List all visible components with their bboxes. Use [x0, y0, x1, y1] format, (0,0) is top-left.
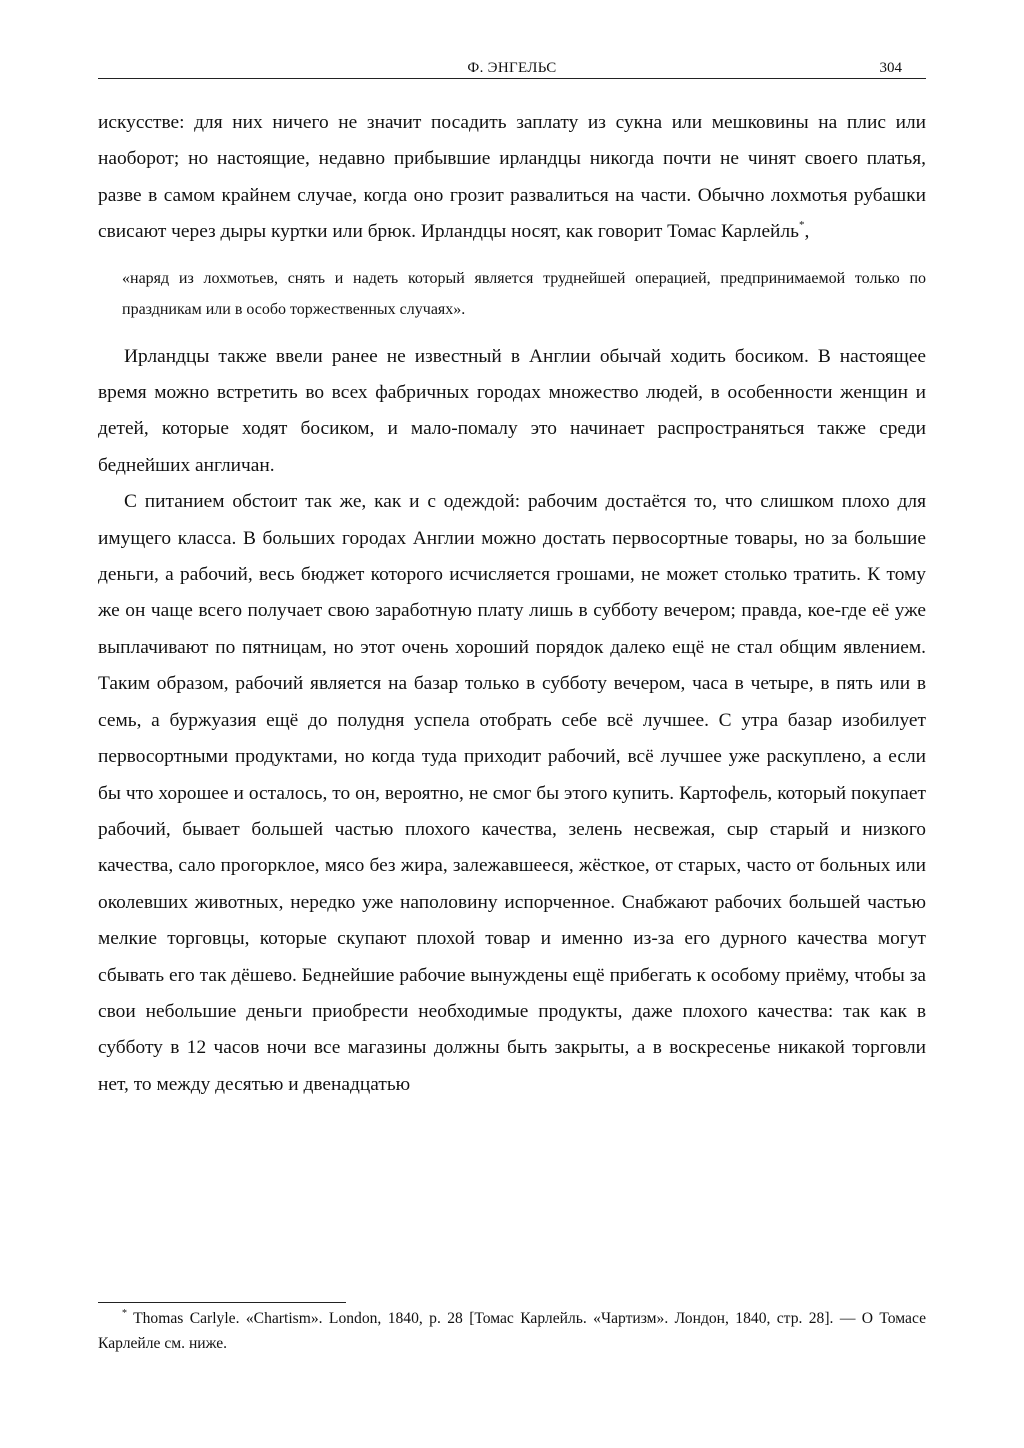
footnote-text: Thomas Carlyle. «Chartism». London, 1840, p. 28 [Томас Карлейль. «Чартизм». Лондон, 1840, стр. 28]. — О Томасе Карлейле см. ниже.: [98, 1310, 926, 1352]
footnote: [98, 1306, 926, 1356]
paragraph-2: Ирландцы также ввели ранее не известный в Англии обычай ходить босиком. В настоящее время можно встретить во всех фабричных городах множество людей, в особенности женщин и детей, которые ходят босиком, и мало-помалу это начинает распространяться также среди беднейших англичан.: [98, 345, 926, 476]
paragraph-3: С питанием обстоит так же, как и с одеждой: рабочим достаётся то, что слишком плохо для имущего класса. В больших городах Англии можно достать первосортные товары, но за большие деньги, а рабочий, весь бюджет которого исчисляется грошами, не может столько тратить. К тому же он чаще всего получает свою заработную плату лишь в субботу вечером; правда, кое-где её уже выплачивают по пятницам, но этот очень хороший порядок далеко ещё не стал общим явлением. Таким образом, рабочий является на базар только в субботу вечером, часа в четыре, в пять или в семь, а буржуазия ещё до полудня успела отобрать себе всё лучшее. С утра базар изобилует первосортными продуктами, но когда туда приходит рабочий, всё лучшее уже раскуплено, а если бы что хорошее и осталось, то он, вероятно, не смог бы этого купить. Картофель, который покупает рабочий, бывает большей частью плохого качества, зелень несвежая, сыр старый и низкого качества, сало прогорклое, мясо без жира, залежавшееся, жёсткое, от старых, часто от больных или околевших животных, нередко уже наполовину испорченное. Снабжают рабочих большей частью мелкие торговцы, которые скупают плохой товар и именно из-за его дурного качества могут сбывать его так дёшево. Беднейшие рабочие вынуждены ещё прибегать к особому приёму, чтобы за свои небольшие деньги приобрести необходимые продукты, даже плохого качества: так как в субботу в 12 часов ночи все магазины должны быть закрыты, а в воскресенье никакой торговли нет, то между десятью и двенадцатью: [98, 491, 926, 1095]
block-quote: «наряд из лохмотьев, снять и надеть который является труднейшей операцией, предпринимаемой только по праздникам или в особо торжественных случаях».: [122, 269, 926, 318]
footnote-body: [98, 1306, 926, 1356]
footnote-divider: [98, 1302, 346, 1303]
page: [98, 58, 926, 1103]
paragraph-1: [98, 105, 926, 251]
footnote-marker: *: [122, 1308, 127, 1319]
paragraph-1-text: искусстве: для них ничего не значит посадить заплату из сукна или мешковины на плис или наоборот; но настоящие, недавно прибывшие ирландцы никогда почти не чинят своего платья, разве в самом крайнем случае, когда оно грозит развалиться на части. Обычно лохмотья рубашки свисают через дыры куртки или брюк. Ирландцы носят, как говорит Томас Карлейль: [98, 112, 926, 243]
running-head: [98, 58, 926, 79]
page-number: 304: [879, 60, 902, 76]
body-text: [98, 105, 926, 1103]
paragraph-1-tail: ,: [804, 221, 810, 243]
running-head-author: Ф. ЭНГЕЛЬС: [467, 60, 557, 76]
footnote-ref[interactable]: *: [798, 219, 805, 232]
